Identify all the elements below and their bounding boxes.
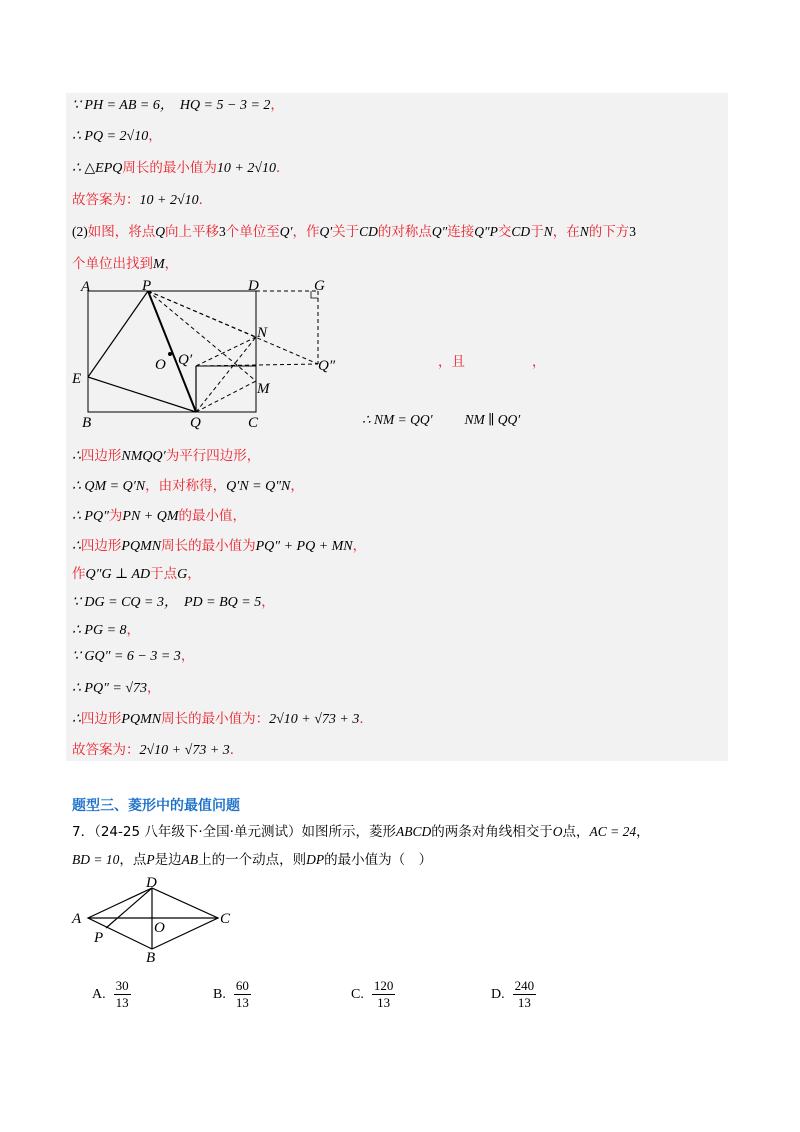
text: 四边形 <box>80 538 122 554</box>
math: CD <box>511 224 531 239</box>
math: P <box>146 852 155 867</box>
label-p: P <box>94 930 104 946</box>
math: O <box>552 824 563 839</box>
text: 交 <box>497 224 512 240</box>
math: HQ = 5 − 3 = 2 <box>179 98 271 113</box>
math: Q <box>155 224 165 239</box>
denominator: 13 <box>517 995 531 1010</box>
math: AC = 24 <box>589 824 637 839</box>
math: Q′ <box>279 224 293 239</box>
solution-line-14 <box>72 646 194 667</box>
label-p: P <box>142 278 152 294</box>
option-c[interactable] <box>351 978 395 1011</box>
solution-line-16 <box>72 709 373 730</box>
text: 四边形 <box>80 448 122 464</box>
problem-line-1 <box>72 822 650 842</box>
text: 7．（24-25 八年级下·全国·单元测试）如图所示，菱形 <box>72 824 396 840</box>
math: 2√10 + √73 + 3 <box>139 743 230 758</box>
math: ∴ △EPQ <box>72 161 123 176</box>
fraction <box>372 978 396 1011</box>
fraction <box>513 978 537 1011</box>
text: ， <box>261 594 275 610</box>
text: ，由对称得， <box>145 478 227 494</box>
side-text-and: ，且 <box>438 354 465 370</box>
math: 3 <box>629 224 636 239</box>
math: N <box>579 224 589 239</box>
rectangle-figure <box>68 276 358 432</box>
segment-dp <box>106 888 152 928</box>
math: M <box>153 257 165 272</box>
text: ． <box>229 742 244 758</box>
solution-line-13 <box>72 620 140 641</box>
side-text-comma: ， <box>532 354 546 370</box>
math: ∵ DG = CQ = 3， <box>72 595 178 610</box>
text: 故答案为： <box>72 742 140 758</box>
text: 于点 <box>150 566 178 582</box>
text: 点， <box>562 824 590 840</box>
problem-line-2 <box>72 850 432 870</box>
option-letter: D. <box>491 986 505 1002</box>
math: Q″ <box>431 224 448 239</box>
math: PN + QM <box>122 509 179 524</box>
denominator: 13 <box>377 995 391 1010</box>
math: DP <box>306 852 325 867</box>
solution-line-5 <box>72 222 636 242</box>
label-n: N <box>257 325 268 341</box>
label-o: O <box>154 920 165 936</box>
math: ∴ PQ = 2√10 <box>72 129 149 144</box>
text: 的下方 <box>588 224 630 240</box>
math: 2√10 + √73 + 3 <box>269 712 360 727</box>
solution-line-3 <box>72 158 290 179</box>
math: ∴ <box>72 712 81 727</box>
solution-line-1 <box>72 95 284 116</box>
fraction <box>114 978 131 1011</box>
label-b: B <box>146 950 156 966</box>
text: 的最小值为（ ） <box>324 852 433 868</box>
math: Q′ <box>319 224 333 239</box>
math: ∴ PG = 8 <box>72 623 127 638</box>
text: 个单位至 <box>225 224 280 240</box>
math: NM ∥ QQ′ <box>464 412 521 427</box>
solution-line-12 <box>72 592 275 613</box>
math: Q″P <box>474 224 498 239</box>
option-letter: B. <box>213 986 226 1002</box>
math: (2) <box>72 224 88 239</box>
math: AB <box>181 852 199 867</box>
numerator: 60 <box>235 978 249 993</box>
solution-line-9 <box>72 506 246 527</box>
label-q-prime: Q′ <box>178 352 193 368</box>
text: 四边形 <box>80 711 122 727</box>
option-a[interactable] <box>92 978 131 1011</box>
text: ，作 <box>292 224 320 240</box>
denominator: 13 <box>235 995 249 1010</box>
text: ， <box>147 680 161 696</box>
label-c: C <box>220 911 231 927</box>
math: NMQQ′ <box>121 449 166 464</box>
math: 10 + 2√10 <box>139 193 199 208</box>
math: ∵ PH = AB = 6， <box>72 98 174 113</box>
math: G <box>177 567 188 582</box>
math: 10 + 2√10 <box>216 161 277 176</box>
solution-line-10 <box>72 536 366 557</box>
solution-line-17 <box>72 740 243 761</box>
math: PD = BQ = 5 <box>183 595 262 610</box>
math: PQMN <box>121 712 162 727</box>
text: ． <box>359 711 373 727</box>
math: N <box>543 224 553 239</box>
rhombus-figure <box>66 874 246 966</box>
text: 周长的最小值为： <box>161 711 270 727</box>
math: ∴ QM = Q′N <box>72 479 146 494</box>
label-e: E <box>72 371 82 387</box>
math: ∵ GQ″ = 6 − 3 = 3 <box>72 649 181 664</box>
text: ，在 <box>552 224 580 240</box>
text: ， <box>352 538 367 554</box>
math: BD = 10 <box>72 852 120 867</box>
label-d: D <box>248 278 259 294</box>
option-letter: A. <box>92 986 106 1002</box>
solution-line-6 <box>72 254 178 275</box>
text: 周长的最小值为 <box>122 160 217 176</box>
denominator: 13 <box>115 995 129 1010</box>
numerator: 120 <box>373 978 394 993</box>
label-b: B <box>82 415 92 431</box>
text: 的对称点 <box>377 224 432 240</box>
option-letter: C. <box>351 986 364 1002</box>
math: ∴ PQ″ = √73 <box>72 681 148 696</box>
math: CD <box>359 224 378 239</box>
text: 连接 <box>447 224 475 240</box>
fraction <box>234 978 251 1011</box>
solution-line-15 <box>72 678 161 699</box>
math: PQ″ + PQ + MN <box>255 539 353 554</box>
option-d[interactable] <box>491 978 536 1011</box>
text: ， <box>636 824 650 840</box>
text: ，点 <box>119 852 147 868</box>
math: ∴ <box>72 449 81 464</box>
text: 个单位出找到 <box>72 256 153 272</box>
text: 的两条对角线相交于 <box>431 824 553 840</box>
math: ∴ NM = QQ′ <box>362 412 433 427</box>
text: 的最小值， <box>178 508 247 524</box>
label-o: O <box>155 357 166 373</box>
math: 3 <box>219 224 226 239</box>
math: ∴ PQ″ <box>72 509 109 524</box>
text: 周长的最小值为 <box>161 538 256 554</box>
solution-line-4 <box>72 190 212 211</box>
segment-pe <box>88 291 148 377</box>
math: ∴ <box>72 539 81 554</box>
text: ． <box>276 160 290 176</box>
label-q-double-prime: Q″ <box>318 358 336 374</box>
text: ， <box>126 622 141 638</box>
math: Q′N = Q″N <box>226 479 291 494</box>
text: 于 <box>530 224 544 240</box>
numerator: 30 <box>115 978 129 993</box>
solution-line-7 <box>72 446 260 467</box>
math: Q″G ⊥ AD <box>85 567 151 582</box>
text: 关于 <box>332 224 360 240</box>
numerator: 240 <box>514 978 535 993</box>
text: ． <box>198 192 213 208</box>
section-title: 题型三、菱形中的最值问题 <box>72 798 240 814</box>
math: ABCD <box>395 824 432 839</box>
text: 为平行四边形， <box>165 448 261 464</box>
text: ， <box>180 648 195 664</box>
text: 如图，将点 <box>87 224 156 240</box>
label-g: G <box>314 278 325 294</box>
label-c: C <box>248 415 259 431</box>
solution-line-2 <box>72 126 162 147</box>
math: PQMN <box>121 539 162 554</box>
label-d: D <box>146 875 157 891</box>
solution-line-8 <box>72 476 304 497</box>
text: ， <box>148 128 162 144</box>
text: ， <box>290 478 304 494</box>
text: ， <box>187 566 201 582</box>
text: ， <box>270 97 284 113</box>
segment-eq <box>88 377 196 412</box>
text: 是边 <box>154 852 182 868</box>
side-math <box>362 412 520 428</box>
text: 上的一个动点，则 <box>198 852 307 868</box>
option-b[interactable] <box>213 978 251 1011</box>
solution-line-11 <box>72 564 201 585</box>
text: ， <box>164 256 179 272</box>
label-a: A <box>81 279 91 295</box>
text: 为 <box>108 508 123 524</box>
label-a: A <box>72 911 82 927</box>
text: 故答案为： <box>72 192 140 208</box>
text: 作 <box>72 566 86 582</box>
text: 向上平移 <box>165 224 219 240</box>
label-q: Q <box>190 415 201 431</box>
label-m: M <box>257 381 270 397</box>
